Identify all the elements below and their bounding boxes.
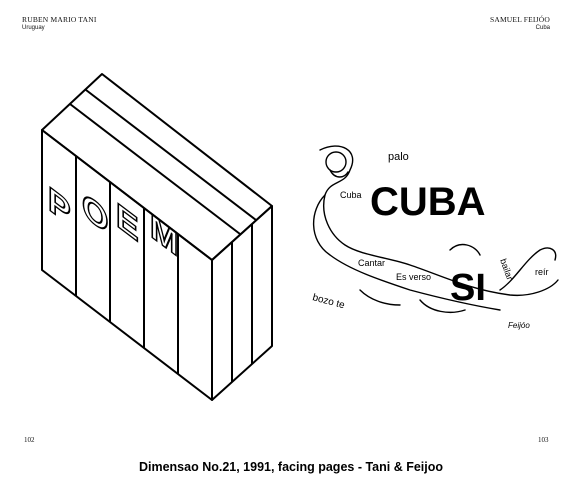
glyph-e: E	[116, 195, 139, 251]
glyph-p: P	[48, 179, 71, 235]
block-right-face	[212, 206, 272, 400]
word-bozo-te: bozo te	[311, 292, 346, 312]
word-es-verso: Es verso	[396, 272, 432, 282]
glyph-o: O	[82, 184, 109, 243]
word-cuba: CUBA	[370, 180, 486, 224]
word-palo: palo	[388, 151, 409, 163]
word-bailar: bailar	[498, 257, 516, 282]
glyph-m: M	[150, 205, 179, 266]
feijoo-visual-poem	[300, 140, 565, 340]
signature: Feijóo	[508, 321, 530, 330]
left-author: RUBEN MARIO TANI	[22, 15, 97, 24]
block-left-face	[42, 130, 212, 400]
caption: Dimensao No.21, 1991, facing pages - Tani & Feijoo	[138, 460, 444, 474]
left-country: Uruguay	[22, 24, 45, 31]
right-page-header	[490, 16, 550, 31]
right-country: Cuba	[535, 24, 550, 31]
right-author: SAMUEL FEIJÓO	[489, 15, 550, 24]
tani-visual-poem	[36, 70, 276, 410]
word-reir: reír	[535, 267, 549, 277]
right-page-number: 103	[538, 436, 549, 444]
word-cuba-small: Cuba	[340, 190, 362, 200]
word-si: SI	[450, 267, 486, 309]
left-page-header	[22, 16, 97, 31]
word-cantar: Cantar	[358, 258, 386, 268]
left-page-number: 102	[24, 436, 35, 444]
